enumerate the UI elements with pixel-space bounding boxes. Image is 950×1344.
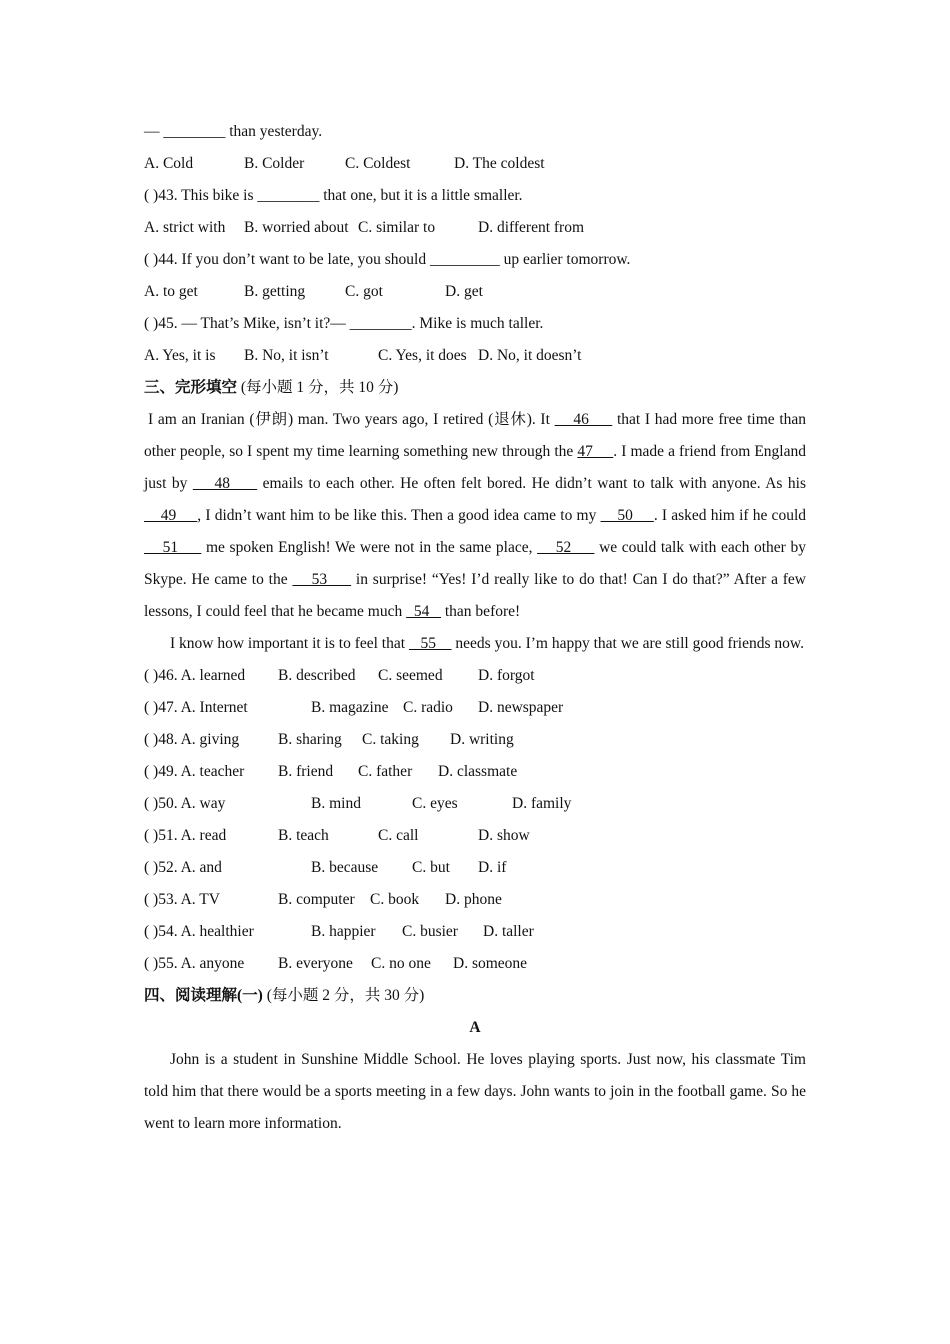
q43-option-a: A. strict with [144,219,226,236]
cloze-question-53 [144,884,806,916]
option-d: D. someone [453,955,528,972]
cloze-text: I am an Iranian (伊朗) man. Two years ago, I retired (退休). It [148,411,555,428]
section3-score: (每小题 1 分，共 10 分) [237,379,399,396]
cloze-blank-55: 55 [408,635,452,652]
option-d: D. writing [450,731,514,748]
cloze-blank-53: 53 [292,571,352,588]
passage-label: A [469,1019,481,1036]
option-d: D. if [478,859,507,876]
question-stem: ( )46. A. learned [144,667,246,684]
q44-options [144,276,806,308]
option-b: B. happier [311,923,376,940]
option-b: B. because [311,859,379,876]
option-c: C. taking [362,731,419,748]
option-c: C. call [378,827,419,844]
cloze-blank-48: 48 [192,475,258,492]
option-d: D. taller [483,923,534,940]
option-d: D. newspaper [478,699,564,716]
q45-stem: ( )45. — That’s Mike, isn’t it?— ________. Mike is much taller. [144,315,544,332]
option-b: B. mind [311,795,361,812]
option-b: B. magazine [311,699,389,716]
option-d: D. show [478,827,530,844]
question-stem: ( )49. A. teacher [144,763,245,780]
option-b: B. teach [278,827,329,844]
section4-score: (每小题 2 分，共 30 分) [262,987,425,1004]
q43-options [144,212,806,244]
cloze-question-51 [144,820,806,852]
cloze-blank-49: 49 [144,507,198,524]
question-stem: ( )52. A. and [144,859,222,876]
cloze-text: . I asked him if he could [653,507,806,524]
cloze-question-52 [144,852,806,884]
cloze-question-50 [144,788,806,820]
q42-option-b: B. Colder [244,155,305,172]
q45-option-d: D. No, it doesn’t [478,347,582,364]
q44-option-b: B. getting [244,283,306,300]
q44-option-c: C. got [345,283,383,300]
option-c: C. radio [403,699,453,716]
option-c: C. but [412,859,450,876]
q44-stem: ( )44. If you don’t want to be late, you should _________ up earlier tomorrow. [144,251,631,268]
section4-title: 四、阅读理解(一) [144,987,263,1004]
option-b: B. described [278,667,356,684]
option-c: C. father [358,763,413,780]
q43-stem: ( )43. This bike is ________ that one, but it is a little smaller. [144,187,523,204]
cloze-text: . I made a friend from England just by [144,443,806,492]
cloze-text: that I had more free time than other people, so I spent my time learning something new through the [144,411,807,460]
q43-option-b: B. worried about [244,219,349,236]
q42-option-c: C. Coldest [345,155,411,172]
q45-option-b: B. No, it isn’t [244,347,329,364]
q45-option-a: A. Yes, it is [144,347,216,364]
cloze-blank-47: 47 [577,443,614,460]
cloze-text: emails to each other. He often felt bored. He didn’t want to talk with anyone. As his [257,475,806,492]
q45-option-c: C. Yes, it does [378,347,467,364]
option-d: D. classmate [438,763,518,780]
question-stem: ( )50. A. way [144,795,226,812]
cloze-text: me spoken English! We were not in the same place, [201,539,538,556]
cloze-blank-54: 54 [406,603,441,620]
cloze-question-46 [144,660,806,692]
cloze-text: needs you. I’m happy that we are still good friends now. [451,635,804,652]
q42-stem-tail: — ________ than yesterday. [144,123,323,140]
section4-heading [144,980,806,1012]
question-stem: ( )53. A. TV [144,891,220,908]
question-stem: ( )47. A. Internet [144,699,248,716]
cloze-question-47 [144,692,806,724]
option-c: C. book [370,891,420,908]
reading-passage-a: John is a student in Sunshine Middle School. He loves playing sports. Just now, his classmate Tim told him that there would be a sports meeting in a few days. John wants to join in the football game. So he went to learn more information. [144,1051,806,1132]
cloze-paragraph-2 [144,628,806,660]
q44-option-d: D. get [445,283,483,300]
question-stem: ( )55. A. anyone [144,955,245,972]
q45-options [144,340,806,372]
question-stem: ( )48. A. giving [144,731,240,748]
q42-options [144,148,806,180]
cloze-text: I know how important it is to feel that [170,635,409,652]
option-c: C. no one [371,955,431,972]
option-d: D. forgot [478,667,535,684]
option-c: C. busier [402,923,458,940]
cloze-question-48 [144,724,806,756]
exam-page [144,116,806,1140]
cloze-text: than before! [441,603,521,620]
option-c: C. seemed [378,667,443,684]
cloze-blank-51: 51 [144,539,202,556]
section3-heading [144,372,806,404]
cloze-paragraph-1 [144,404,806,628]
cloze-question-54 [144,916,806,948]
section3-title: 三、完形填空 [144,379,238,396]
cloze-question-55 [144,948,806,980]
q43-option-d: D. different from [478,219,585,236]
question-stem: ( )54. A. healthier [144,923,254,940]
cloze-blank-50: 50 [600,507,654,524]
q42-option-d: D. The coldest [454,155,545,172]
cloze-text: we could talk with each other by Skype. He came to the [144,539,806,588]
cloze-blank-52: 52 [537,539,595,556]
option-d: D. phone [445,891,502,908]
option-b: B. computer [278,891,355,908]
q44-option-a: A. to get [144,283,198,300]
q42-option-a: A. Cold [144,155,194,172]
question-stem: ( )51. A. read [144,827,227,844]
option-c: C. eyes [412,795,458,812]
cloze-blank-46: 46 [554,411,613,428]
option-b: B. everyone [278,955,353,972]
cloze-text: , I didn’t want him to be like this. Then a good idea came to my [197,507,601,524]
option-b: B. friend [278,763,334,780]
q43-option-c: C. similar to [358,219,436,236]
option-d: D. family [512,795,572,812]
option-b: B. sharing [278,731,342,748]
cloze-question-49 [144,756,806,788]
cloze-text: in surprise! “Yes! I’d really like to do that! Can I do that?” After a few lessons, I could feel that he became much [144,571,806,620]
